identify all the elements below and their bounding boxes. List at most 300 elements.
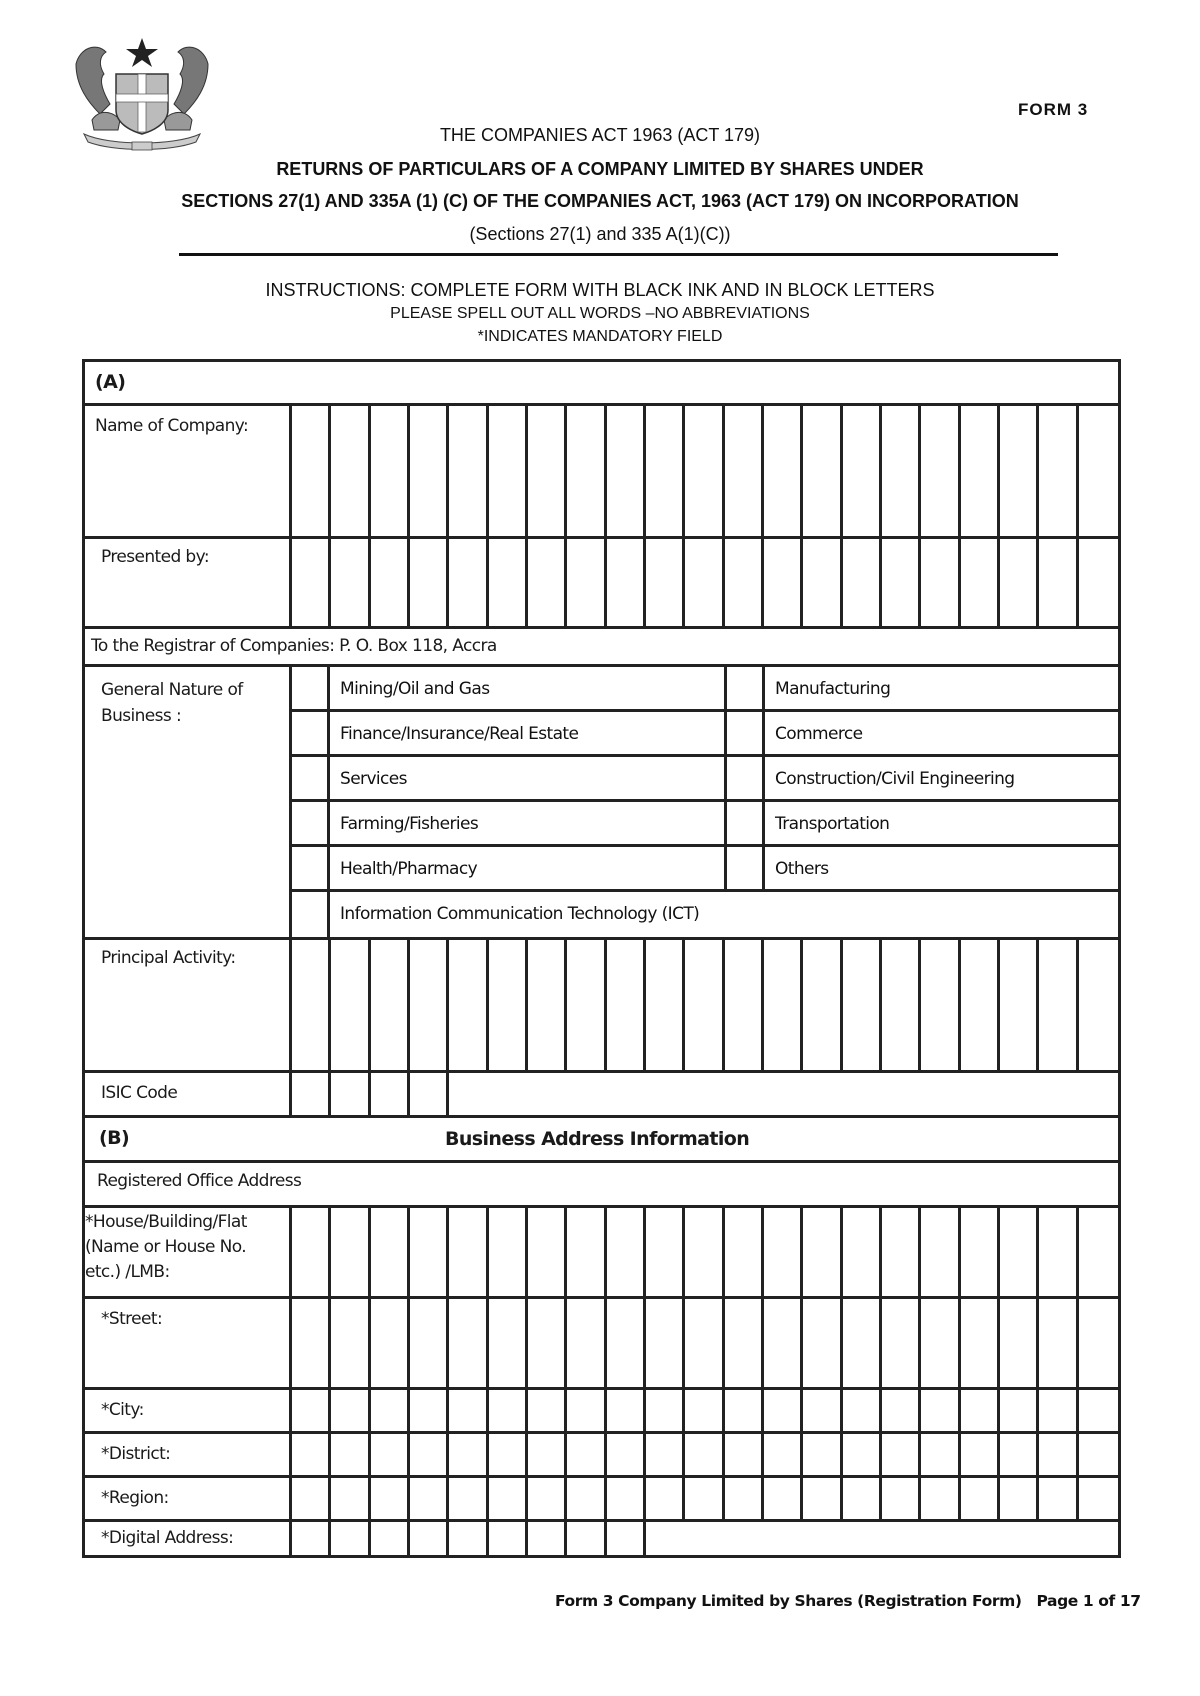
- character-box[interactable]: [567, 1299, 606, 1343]
- character-box[interactable]: [646, 940, 685, 983]
- character-box[interactable]: [764, 983, 803, 1026]
- character-box[interactable]: [607, 1252, 646, 1296]
- character-box[interactable]: [764, 449, 803, 492]
- character-box[interactable]: [331, 1522, 370, 1558]
- character-box[interactable]: [371, 1073, 410, 1115]
- character-box[interactable]: [764, 539, 803, 583]
- character-box[interactable]: [449, 1478, 488, 1519]
- character-box[interactable]: [528, 1252, 567, 1296]
- character-box[interactable]: [607, 406, 646, 449]
- character-box[interactable]: [489, 539, 528, 583]
- character-box[interactable]: [921, 583, 960, 627]
- character-box[interactable]: [803, 449, 842, 492]
- character-box[interactable]: [725, 449, 764, 492]
- character-box[interactable]: [567, 983, 606, 1026]
- character-box[interactable]: [803, 1434, 842, 1475]
- character-box[interactable]: [331, 983, 370, 1026]
- character-box[interactable]: [528, 493, 567, 536]
- character-box[interactable]: [607, 1478, 646, 1519]
- character-box[interactable]: [292, 583, 331, 627]
- district-boxes[interactable]: [292, 1434, 1118, 1475]
- character-box[interactable]: [646, 1343, 685, 1387]
- character-box[interactable]: [489, 1390, 528, 1431]
- city-boxes[interactable]: [292, 1390, 1118, 1431]
- character-box[interactable]: [843, 583, 882, 627]
- presented-by-boxes[interactable]: [292, 539, 1118, 626]
- character-box[interactable]: [685, 1027, 724, 1070]
- character-box[interactable]: [961, 539, 1000, 583]
- character-box[interactable]: [292, 493, 331, 536]
- character-box[interactable]: [331, 1299, 370, 1343]
- character-box[interactable]: [489, 1252, 528, 1296]
- character-box[interactable]: [1079, 583, 1118, 627]
- checkbox[interactable]: [727, 667, 765, 709]
- character-box[interactable]: [843, 539, 882, 583]
- character-box[interactable]: [607, 493, 646, 536]
- character-box[interactable]: [882, 940, 921, 983]
- character-box[interactable]: [607, 1027, 646, 1070]
- character-box[interactable]: [646, 1434, 685, 1475]
- character-box[interactable]: [331, 1343, 370, 1387]
- character-box[interactable]: [882, 1027, 921, 1070]
- character-box[interactable]: [567, 1252, 606, 1296]
- character-box[interactable]: [489, 1343, 528, 1387]
- character-box[interactable]: [489, 940, 528, 983]
- character-box[interactable]: [410, 1434, 449, 1475]
- character-box[interactable]: [725, 1027, 764, 1070]
- character-box[interactable]: [882, 983, 921, 1026]
- character-box[interactable]: [410, 449, 449, 492]
- character-box[interactable]: [489, 493, 528, 536]
- character-box[interactable]: [607, 1208, 646, 1252]
- character-box[interactable]: [882, 1434, 921, 1475]
- character-box[interactable]: [489, 1478, 528, 1519]
- character-box[interactable]: [489, 1027, 528, 1070]
- character-box[interactable]: [410, 1343, 449, 1387]
- character-box[interactable]: [921, 539, 960, 583]
- character-box[interactable]: [843, 449, 882, 492]
- character-box[interactable]: [882, 1208, 921, 1252]
- street-boxes[interactable]: [292, 1299, 1118, 1387]
- character-box[interactable]: [685, 406, 724, 449]
- character-box[interactable]: [921, 449, 960, 492]
- character-box[interactable]: [607, 940, 646, 983]
- character-box[interactable]: [410, 1073, 449, 1115]
- character-box[interactable]: [607, 1522, 646, 1558]
- character-box[interactable]: [528, 1343, 567, 1387]
- character-box[interactable]: [803, 493, 842, 536]
- character-box[interactable]: [843, 940, 882, 983]
- character-box[interactable]: [764, 1478, 803, 1519]
- character-box[interactable]: [646, 1252, 685, 1296]
- character-box[interactable]: [803, 1299, 842, 1343]
- character-box[interactable]: [1000, 940, 1039, 983]
- character-box[interactable]: [1079, 449, 1118, 492]
- character-box[interactable]: [1039, 406, 1078, 449]
- character-box[interactable]: [646, 583, 685, 627]
- character-box[interactable]: [607, 583, 646, 627]
- character-box[interactable]: [725, 1208, 764, 1252]
- character-box[interactable]: [725, 583, 764, 627]
- character-box[interactable]: [1000, 539, 1039, 583]
- character-box[interactable]: [331, 449, 370, 492]
- character-box[interactable]: [725, 406, 764, 449]
- character-box[interactable]: [449, 1252, 488, 1296]
- character-box[interactable]: [449, 1343, 488, 1387]
- character-box[interactable]: [1039, 1478, 1078, 1519]
- character-box[interactable]: [410, 940, 449, 983]
- character-box[interactable]: [725, 1252, 764, 1296]
- character-box[interactable]: [607, 449, 646, 492]
- character-box[interactable]: [961, 493, 1000, 536]
- character-box[interactable]: [567, 539, 606, 583]
- character-box[interactable]: [921, 493, 960, 536]
- character-box[interactable]: [331, 1252, 370, 1296]
- character-box[interactable]: [961, 1027, 1000, 1070]
- character-box[interactable]: [528, 406, 567, 449]
- character-box[interactable]: [1000, 406, 1039, 449]
- character-box[interactable]: [1079, 1299, 1118, 1343]
- character-box[interactable]: [764, 1299, 803, 1343]
- isic-code-boxes[interactable]: [292, 1073, 1118, 1115]
- character-box[interactable]: [961, 406, 1000, 449]
- character-box[interactable]: [449, 1208, 488, 1252]
- character-box[interactable]: [1039, 449, 1078, 492]
- character-box[interactable]: [1000, 1027, 1039, 1070]
- character-box[interactable]: [331, 493, 370, 536]
- character-box[interactable]: [607, 983, 646, 1026]
- character-box[interactable]: [371, 1252, 410, 1296]
- character-box[interactable]: [292, 1343, 331, 1387]
- character-box[interactable]: [292, 1252, 331, 1296]
- character-box[interactable]: [764, 406, 803, 449]
- digital-address-boxes[interactable]: [292, 1522, 1118, 1558]
- character-box[interactable]: [843, 1478, 882, 1519]
- character-box[interactable]: [685, 449, 724, 492]
- character-box[interactable]: [410, 1522, 449, 1558]
- character-box[interactable]: [961, 1208, 1000, 1252]
- character-box[interactable]: [725, 1434, 764, 1475]
- character-box[interactable]: [725, 940, 764, 983]
- character-box[interactable]: [685, 1299, 724, 1343]
- region-boxes[interactable]: [292, 1478, 1118, 1519]
- character-box[interactable]: [803, 1343, 842, 1387]
- character-box[interactable]: [410, 583, 449, 627]
- character-box[interactable]: [882, 1343, 921, 1387]
- character-box[interactable]: [646, 539, 685, 583]
- character-box[interactable]: [528, 1208, 567, 1252]
- character-box[interactable]: [489, 1434, 528, 1475]
- character-box[interactable]: [882, 1390, 921, 1431]
- character-box[interactable]: [843, 1299, 882, 1343]
- character-box[interactable]: [331, 1478, 370, 1519]
- character-box[interactable]: [685, 983, 724, 1026]
- character-box[interactable]: [961, 449, 1000, 492]
- character-box[interactable]: [292, 983, 331, 1026]
- character-box[interactable]: [371, 1478, 410, 1519]
- character-box[interactable]: [528, 583, 567, 627]
- character-box[interactable]: [528, 983, 567, 1026]
- character-box[interactable]: [685, 1343, 724, 1387]
- character-box[interactable]: [489, 406, 528, 449]
- character-box[interactable]: [803, 406, 842, 449]
- character-box[interactable]: [449, 406, 488, 449]
- character-box[interactable]: [764, 1434, 803, 1475]
- character-box[interactable]: [685, 940, 724, 983]
- character-box[interactable]: [567, 406, 606, 449]
- character-box[interactable]: [725, 493, 764, 536]
- character-box[interactable]: [803, 1027, 842, 1070]
- character-box[interactable]: [371, 1343, 410, 1387]
- character-box[interactable]: [685, 1478, 724, 1519]
- business-option-manufacturing[interactable]: [727, 667, 1121, 712]
- business-option-mining-oil-and-gas[interactable]: [292, 667, 727, 712]
- character-box[interactable]: [449, 940, 488, 983]
- character-box[interactable]: [567, 1343, 606, 1387]
- character-box[interactable]: [607, 539, 646, 583]
- character-box[interactable]: [528, 1522, 567, 1558]
- character-box[interactable]: [1039, 1299, 1078, 1343]
- character-box[interactable]: [410, 1208, 449, 1252]
- character-box[interactable]: [803, 1208, 842, 1252]
- character-box[interactable]: [961, 1343, 1000, 1387]
- character-box[interactable]: [292, 940, 331, 983]
- character-box[interactable]: [1000, 583, 1039, 627]
- character-box[interactable]: [882, 1478, 921, 1519]
- checkbox[interactable]: [727, 847, 765, 889]
- character-box[interactable]: [1039, 583, 1078, 627]
- character-box[interactable]: [725, 983, 764, 1026]
- character-box[interactable]: [803, 1478, 842, 1519]
- character-box[interactable]: [489, 1299, 528, 1343]
- character-box[interactable]: [803, 583, 842, 627]
- character-box[interactable]: [685, 493, 724, 536]
- checkbox[interactable]: [292, 892, 330, 937]
- character-box[interactable]: [764, 1208, 803, 1252]
- character-box[interactable]: [843, 1208, 882, 1252]
- character-box[interactable]: [607, 1299, 646, 1343]
- character-box[interactable]: [1000, 1299, 1039, 1343]
- character-box[interactable]: [489, 983, 528, 1026]
- character-box[interactable]: [410, 1252, 449, 1296]
- character-box[interactable]: [528, 449, 567, 492]
- character-box[interactable]: [371, 1299, 410, 1343]
- character-box[interactable]: [1079, 1343, 1118, 1387]
- business-option-information-communication-technology-ict-[interactable]: [292, 892, 1121, 937]
- character-box[interactable]: [528, 1434, 567, 1475]
- business-option-health-pharmacy[interactable]: [292, 847, 727, 892]
- character-box[interactable]: [803, 983, 842, 1026]
- character-box[interactable]: [1079, 983, 1118, 1026]
- character-box[interactable]: [528, 1027, 567, 1070]
- character-box[interactable]: [843, 406, 882, 449]
- character-box[interactable]: [882, 1299, 921, 1343]
- character-box[interactable]: [803, 1390, 842, 1431]
- character-box[interactable]: [725, 1299, 764, 1343]
- character-box[interactable]: [410, 493, 449, 536]
- character-box[interactable]: [567, 940, 606, 983]
- character-box[interactable]: [607, 1434, 646, 1475]
- character-box[interactable]: [567, 583, 606, 627]
- character-box[interactable]: [1079, 1027, 1118, 1070]
- character-box[interactable]: [882, 493, 921, 536]
- character-box[interactable]: [449, 1299, 488, 1343]
- character-box[interactable]: [803, 539, 842, 583]
- character-box[interactable]: [567, 1434, 606, 1475]
- character-box[interactable]: [921, 1208, 960, 1252]
- character-box[interactable]: [882, 406, 921, 449]
- character-box[interactable]: [528, 1299, 567, 1343]
- character-box[interactable]: [292, 1073, 331, 1115]
- character-box[interactable]: [292, 1434, 331, 1475]
- character-box[interactable]: [449, 983, 488, 1026]
- character-box[interactable]: [803, 1252, 842, 1296]
- character-box[interactable]: [1079, 940, 1118, 983]
- character-box[interactable]: [843, 493, 882, 536]
- character-box[interactable]: [685, 1208, 724, 1252]
- character-box[interactable]: [921, 1027, 960, 1070]
- character-box[interactable]: [449, 493, 488, 536]
- character-box[interactable]: [449, 583, 488, 627]
- character-box[interactable]: [882, 449, 921, 492]
- checkbox[interactable]: [727, 802, 765, 844]
- character-box[interactable]: [843, 1434, 882, 1475]
- business-option-farming-fisheries[interactable]: [292, 802, 727, 847]
- checkbox[interactable]: [727, 712, 765, 754]
- character-box[interactable]: [567, 1478, 606, 1519]
- character-box[interactable]: [685, 583, 724, 627]
- character-box[interactable]: [725, 539, 764, 583]
- character-box[interactable]: [449, 539, 488, 583]
- character-box[interactable]: [1039, 940, 1078, 983]
- character-box[interactable]: [1039, 983, 1078, 1026]
- business-option-construction-civil-engineering[interactable]: [727, 757, 1121, 802]
- character-box[interactable]: [646, 1390, 685, 1431]
- character-box[interactable]: [1079, 493, 1118, 536]
- character-box[interactable]: [371, 449, 410, 492]
- character-box[interactable]: [371, 983, 410, 1026]
- character-box[interactable]: [1079, 1478, 1118, 1519]
- name-of-company-boxes[interactable]: [292, 406, 1118, 536]
- character-box[interactable]: [371, 583, 410, 627]
- character-box[interactable]: [646, 1299, 685, 1343]
- character-box[interactable]: [646, 493, 685, 536]
- business-option-commerce[interactable]: [727, 712, 1121, 757]
- character-box[interactable]: [803, 940, 842, 983]
- character-box[interactable]: [921, 1390, 960, 1431]
- character-box[interactable]: [1000, 1434, 1039, 1475]
- character-box[interactable]: [331, 1027, 370, 1070]
- character-box[interactable]: [410, 1478, 449, 1519]
- character-box[interactable]: [410, 1027, 449, 1070]
- character-box[interactable]: [843, 1343, 882, 1387]
- checkbox[interactable]: [292, 667, 330, 709]
- character-box[interactable]: [371, 406, 410, 449]
- character-box[interactable]: [1000, 1478, 1039, 1519]
- character-box[interactable]: [1079, 1252, 1118, 1296]
- character-box[interactable]: [882, 583, 921, 627]
- character-box[interactable]: [725, 1478, 764, 1519]
- principal-activity-boxes[interactable]: [292, 940, 1118, 1070]
- character-box[interactable]: [646, 449, 685, 492]
- character-box[interactable]: [371, 539, 410, 583]
- character-box[interactable]: [1000, 449, 1039, 492]
- character-box[interactable]: [371, 1522, 410, 1558]
- character-box[interactable]: [921, 1478, 960, 1519]
- character-box[interactable]: [528, 1478, 567, 1519]
- character-box[interactable]: [489, 1522, 528, 1558]
- character-box[interactable]: [410, 539, 449, 583]
- character-box[interactable]: [371, 1208, 410, 1252]
- character-box[interactable]: [646, 1478, 685, 1519]
- character-box[interactable]: [725, 1390, 764, 1431]
- character-box[interactable]: [1039, 493, 1078, 536]
- character-box[interactable]: [371, 1027, 410, 1070]
- checkbox[interactable]: [292, 802, 330, 844]
- character-box[interactable]: [449, 1027, 488, 1070]
- character-box[interactable]: [410, 1299, 449, 1343]
- character-box[interactable]: [1000, 1208, 1039, 1252]
- character-box[interactable]: [449, 449, 488, 492]
- character-box[interactable]: [1079, 1208, 1118, 1252]
- checkbox[interactable]: [292, 847, 330, 889]
- character-box[interactable]: [331, 406, 370, 449]
- character-box[interactable]: [1039, 1390, 1078, 1431]
- character-box[interactable]: [646, 983, 685, 1026]
- character-box[interactable]: [410, 1390, 449, 1431]
- checkbox[interactable]: [292, 757, 330, 799]
- character-box[interactable]: [843, 1027, 882, 1070]
- character-box[interactable]: [567, 1390, 606, 1431]
- character-box[interactable]: [292, 1208, 331, 1252]
- character-box[interactable]: [1000, 1343, 1039, 1387]
- business-option-services[interactable]: [292, 757, 727, 802]
- character-box[interactable]: [1079, 539, 1118, 583]
- character-box[interactable]: [764, 1390, 803, 1431]
- character-box[interactable]: [1039, 1343, 1078, 1387]
- character-box[interactable]: [921, 1343, 960, 1387]
- character-box[interactable]: [882, 1252, 921, 1296]
- character-box[interactable]: [685, 1390, 724, 1431]
- character-box[interactable]: [921, 1299, 960, 1343]
- character-box[interactable]: [843, 1390, 882, 1431]
- character-box[interactable]: [292, 1522, 331, 1558]
- character-box[interactable]: [331, 1434, 370, 1475]
- character-box[interactable]: [1000, 493, 1039, 536]
- character-box[interactable]: [449, 1522, 488, 1558]
- character-box[interactable]: [1039, 539, 1078, 583]
- character-box[interactable]: [764, 940, 803, 983]
- character-box[interactable]: [685, 1252, 724, 1296]
- character-box[interactable]: [921, 940, 960, 983]
- character-box[interactable]: [1000, 1390, 1039, 1431]
- character-box[interactable]: [489, 449, 528, 492]
- character-box[interactable]: [331, 940, 370, 983]
- character-box[interactable]: [685, 539, 724, 583]
- character-box[interactable]: [921, 1434, 960, 1475]
- house-building-boxes[interactable]: [292, 1208, 1118, 1296]
- character-box[interactable]: [528, 940, 567, 983]
- character-box[interactable]: [410, 983, 449, 1026]
- character-box[interactable]: [410, 406, 449, 449]
- character-box[interactable]: [843, 983, 882, 1026]
- character-box[interactable]: [843, 1252, 882, 1296]
- character-box[interactable]: [921, 983, 960, 1026]
- business-option-others[interactable]: [727, 847, 1121, 892]
- character-box[interactable]: [449, 1434, 488, 1475]
- character-box[interactable]: [567, 1522, 606, 1558]
- character-box[interactable]: [646, 1027, 685, 1070]
